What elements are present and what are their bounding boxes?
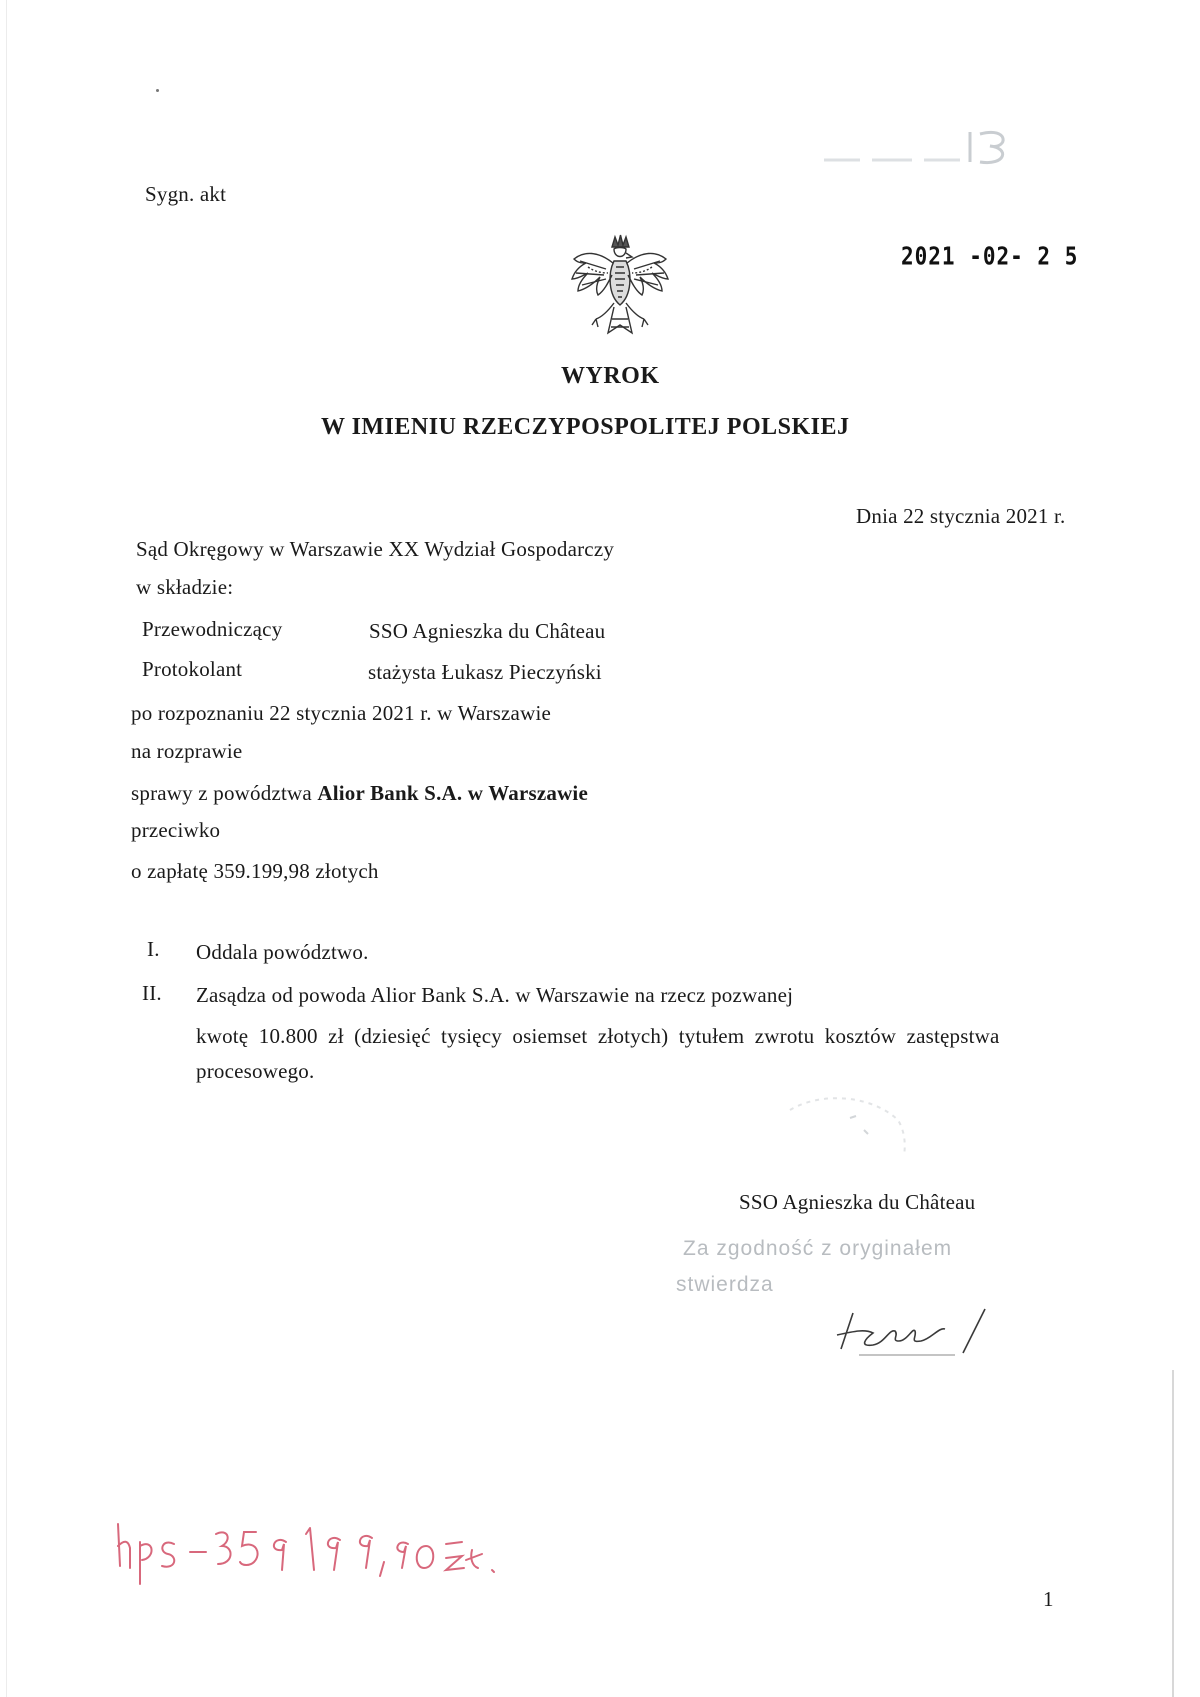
ruling-2-number: II. [142, 981, 162, 1005]
document-title: WYROK [561, 363, 660, 389]
recorder-label: Protokolant [142, 657, 243, 681]
hearing-line: po rozpoznaniu 22 stycznia 2021 r. w Warszawie [131, 701, 552, 725]
scan-edge-right [1172, 1370, 1174, 1697]
signatory-name: SSO Agnieszka du Château [739, 1190, 976, 1214]
plaintiff-name: Alior Bank S.A. w Warszawie [317, 781, 588, 805]
court-name: Sąd Okręgowy w Warszawie XX Wydział Gospodarczy [136, 537, 615, 561]
against-label: przeciwko [131, 818, 221, 842]
recorder-name: stażysta Łukasz Pieczyński [368, 660, 602, 684]
scan-speck [156, 89, 159, 92]
handwritten-note [110, 1500, 540, 1610]
ruling-1-text: Oddala powództwo. [196, 940, 369, 964]
faded-stamp-top [820, 120, 1010, 170]
ruling-2-line-1: Zasądza od powoda Alior Bank S.A. w Warszawie na rzecz pozwanej [196, 983, 794, 1007]
claim-line [131, 781, 588, 806]
hearing-type: na rozprawie [131, 739, 243, 763]
handwritten-signature [835, 1305, 995, 1365]
scan-edge-left [6, 0, 7, 1697]
claim-amount: o zapłatę 359.199,98 złotych [131, 859, 379, 883]
received-date-stamp: 2021 -02- 2 5 [901, 241, 1079, 271]
presiding-judge: SSO Agnieszka du Château [369, 619, 606, 643]
certification-stamp-line-1: Za zgodność z oryginałem [683, 1237, 953, 1260]
certification-stamp-line-2: stwierdza [676, 1273, 774, 1296]
document-subtitle: W IMIENIU RZECZYPOSPOLITEJ POLSKIEJ [321, 414, 850, 440]
composition-label: w składzie: [136, 575, 234, 599]
page-number: 1 [1043, 1587, 1054, 1611]
ruling-1-number: I. [147, 937, 160, 961]
polish-eagle-emblem [568, 233, 673, 348]
presiding-label: Przewodniczący [142, 617, 283, 641]
judgment-date: Dnia 22 stycznia 2021 r. [856, 504, 1066, 528]
claim-line-prefix: sprawy z powództwa [131, 781, 318, 805]
case-reference-label: Sygn. akt [145, 182, 227, 206]
faded-seal [780, 1090, 910, 1170]
ruling-2-line-3: procesowego. [196, 1059, 315, 1083]
ruling-2-line-2: kwotę 10.800 zł (dziesięć tysięcy osiemset złotych) tytułem zwrotu kosztów zastępstwa [196, 1024, 1000, 1048]
